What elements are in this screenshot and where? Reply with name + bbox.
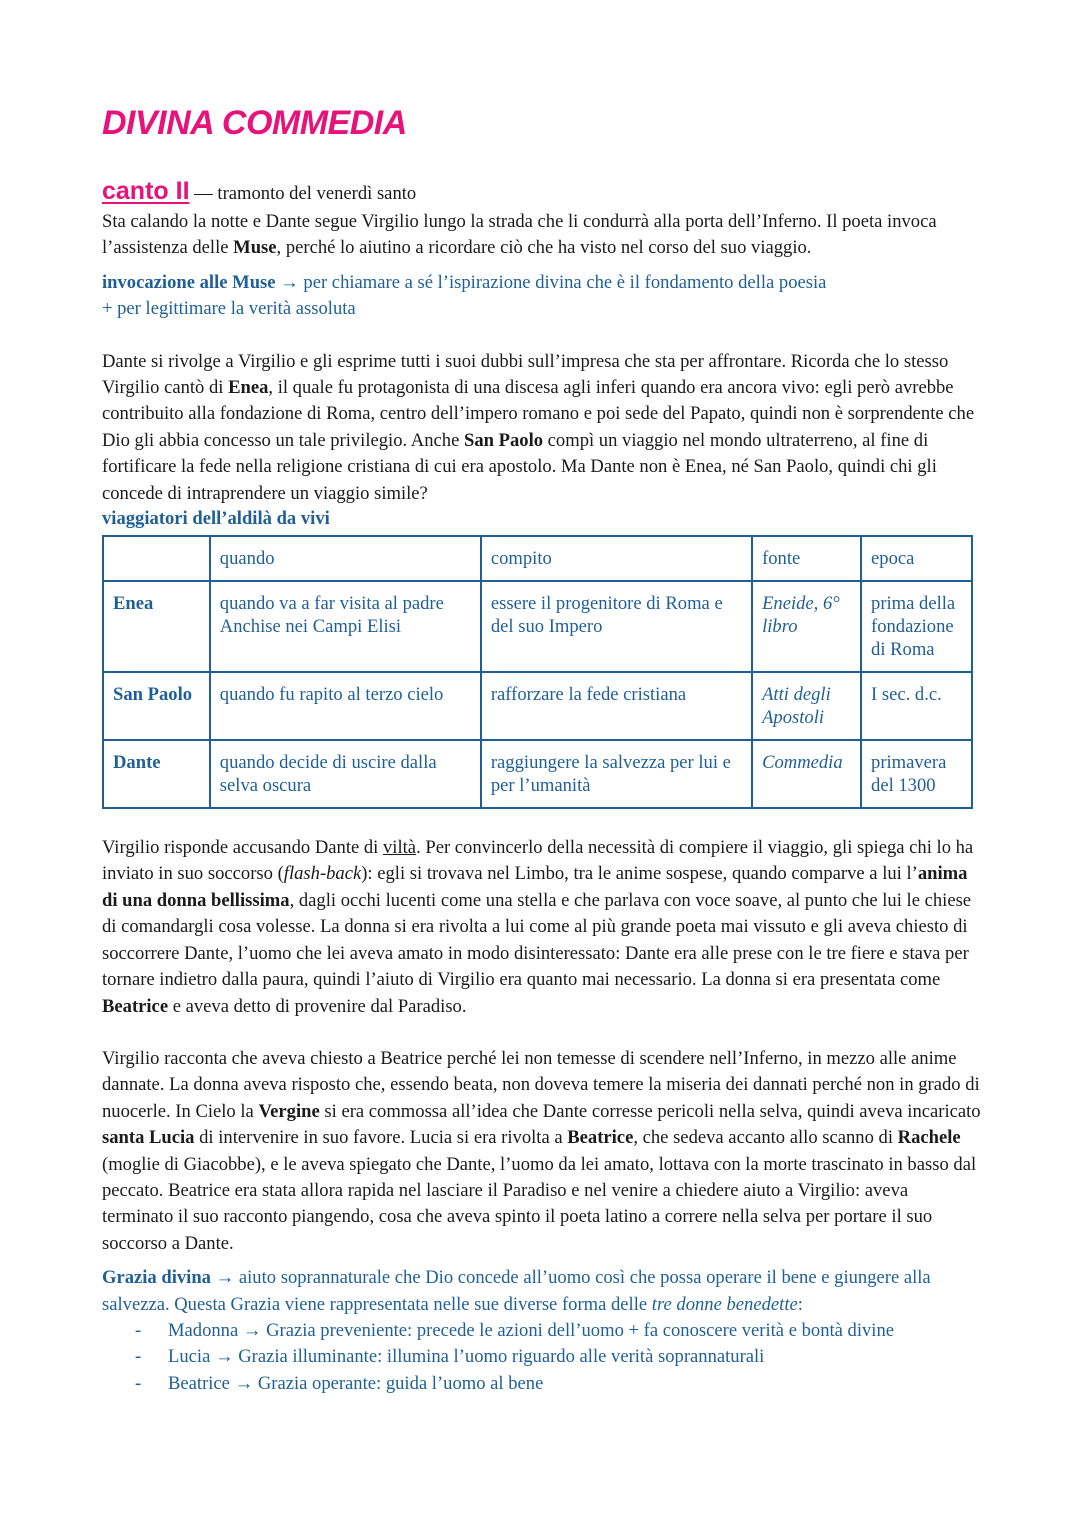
term-enea: Enea: [228, 377, 269, 399]
text: si era commossa all’idea che Dante corresse pericoli nella selva, quindi aveva incaricato: [319, 1100, 981, 1122]
text: di intervenire in suo favore. Lucia si era rivolta a: [194, 1127, 568, 1149]
note-grazia-term: Grazia divina: [102, 1267, 211, 1289]
note-invocation-line2: + per legittimare la verità assoluta: [102, 298, 356, 320]
table-row-label: Dante: [103, 740, 210, 808]
text: , che sedeva accanto allo scanno di: [633, 1127, 898, 1149]
text: compì un viaggio nel mondo ultraterreno, al fine di fortificare la fede nella religione cristiana di cui era apostolo. Ma Dante non è Enea, né San Paolo, quindi chi gli concede di intraprendere un viaggio simile?: [102, 429, 937, 504]
table-cell: I sec. d.c.: [861, 672, 972, 740]
term-beatrice: Beatrice: [102, 995, 169, 1017]
table-row: [103, 740, 972, 808]
canto-subtitle: — tramonto del venerdì santo: [189, 183, 417, 204]
paragraph-beatrice-story: [102, 1046, 982, 1257]
document-body: [102, 176, 982, 1397]
text: ): egli si trovava nel Limbo, tra le anime sospese, quando comparve a lui l’: [361, 863, 918, 885]
note-invocation: [102, 270, 982, 323]
term-muse: Muse: [233, 237, 277, 259]
travelers-table: [102, 535, 973, 809]
canto-heading: [102, 176, 982, 209]
table-header-cell: quando: [210, 536, 481, 581]
list-item: [102, 1371, 982, 1397]
text: , dagli occhi lucenti come una stella e che parlava con voce soave, al punto che lui le chiese di comandargli cosa volesse. La donna si era rivolta a lui come al più grande poeta mai vissuto e gli aveva chiesto di soccorrere Dante, l’uomo che lei aveva amato in modo disinteressato: Dante era alle prese con le tre fiere e stava per tornare indietro dalla paura, quindi l’aiuto di Virgilio era quanto mai necessario. La donna si era presentata come: [102, 889, 972, 991]
table-header-cell: compito: [481, 536, 752, 581]
note-grazia: [102, 1265, 982, 1318]
text: . Per convincerlo della necessità di compiere il viaggio, gli spiega chi lo ha inviato in suo soccorso (: [102, 837, 974, 885]
table-cell: Eneide, 6° libro: [752, 581, 861, 672]
text: :: [797, 1293, 803, 1315]
table-cell: primavera del 1300: [861, 740, 972, 808]
term-san-paolo: San Paolo: [463, 429, 544, 451]
table-cell: quando va a far visita al padre Anchise nei Campi Elisi: [210, 581, 481, 672]
paragraph-virgil-reply: [102, 835, 982, 1020]
paragraph-intro: [102, 209, 982, 262]
list-item: [102, 1318, 982, 1344]
table-row: [103, 581, 972, 672]
grazia-list: [102, 1318, 982, 1397]
table-row: [103, 672, 972, 740]
table-cell: Atti degli Apostoli: [752, 672, 861, 740]
canto-title: canto II: [102, 177, 190, 205]
table-header-cell: fonte: [752, 536, 861, 581]
note-invocation-term: invocazione alle Muse: [102, 271, 276, 293]
table-header-cell: epoca: [861, 536, 972, 581]
term-beatrice: Beatrice: [567, 1127, 634, 1149]
dash-bullet: -: [135, 1319, 142, 1341]
table-cell: essere il progenitore di Roma e del suo Impero: [481, 581, 752, 672]
table-cell: rafforzare la fede cristiana: [481, 672, 752, 740]
list-item-text: Beatrice → Grazia operante: guida l’uomo al bene: [168, 1372, 544, 1394]
list-item-text: Lucia → Grazia illuminante: illumina l’uomo riguardo alle verità soprannaturali: [168, 1346, 765, 1368]
table-row-label: Enea: [103, 581, 210, 672]
table-cell: raggiungere la salvezza per lui e per l’umanità: [481, 740, 752, 808]
term-flash-back: flash-back: [283, 863, 362, 885]
term-santa-lucia: santa Lucia: [102, 1127, 195, 1149]
term-anima-donna: anima di una donna bellissima: [102, 863, 968, 911]
text: e aveva detto di provenire dal Paradiso.: [168, 995, 467, 1017]
text: → aiuto soprannaturale che Dio concede all’uomo così che possa operare il bene e giungere alla salvezza. Questa Grazia viene rappresentata nelle sue diverse forma delle: [102, 1267, 931, 1315]
table-cell: quando fu rapito al terzo cielo: [210, 672, 481, 740]
table-cell: prima della fondazione di Roma: [861, 581, 972, 672]
text: (moglie di Giacobbe), e le aveva spiegato che Dante, l’uomo da lei amato, lottava con la morte trascinato in basso dal peccato. Beatrice era stata allora rapida nel lasciare il Paradiso e nel venire a chiedere aiuto a Virgilio: aveva terminato il suo racconto piangendo, cosa che aveva spinto il poeta latino a correre nella selva per portare il suo soccorso a Dante.: [102, 1153, 977, 1254]
term-tre-donne: tre donne benedette: [651, 1293, 798, 1315]
dash-bullet: -: [135, 1372, 142, 1394]
term-vilta: viltà: [383, 837, 417, 859]
text: , perché lo aiutino a ricordare ciò che ha visto nel corso del suo viaggio.: [276, 237, 812, 259]
table-title: viaggiatori dell’aldilà da vivi: [102, 508, 330, 530]
term-vergine: Vergine: [258, 1100, 320, 1122]
document-title: DIVINA COMMEDIA: [102, 104, 407, 142]
list-item: [102, 1344, 982, 1370]
note-invocation-line1: → per chiamare a sé l’ispirazione divina che è il fondamento della poesia: [275, 271, 827, 293]
text: Virgilio risponde accusando Dante di: [102, 837, 383, 859]
table-header-row: [103, 536, 972, 581]
list-item-text: Madonna → Grazia preveniente: precede le azioni dell’uomo + fa conoscere verità e bontà divine: [168, 1319, 895, 1341]
table-cell: Commedia: [752, 740, 861, 808]
table-header-cell: [103, 536, 210, 581]
paragraph-doubts: [102, 349, 982, 507]
text: Sta calando la notte e Dante segue Virgilio lungo la strada che li condurrà alla porta dell’Inferno. Il poeta invoca l’assistenza delle: [102, 211, 937, 259]
table-cell: quando decide di uscire dalla selva oscura: [210, 740, 481, 808]
dash-bullet: -: [135, 1346, 142, 1368]
text: Dante si rivolge a Virgilio e gli esprime tutti i suoi dubbi sull’impresa che sta per affrontare. Ricorda che lo stesso Virgilio cantò di: [102, 350, 949, 399]
term-rachele: Rachele: [897, 1127, 961, 1149]
text: Virgilio racconta che aveva chiesto a Beatrice perché lei non temesse di scendere nell’Inferno, in mezzo alle anime dannate. La donna aveva risposto che, essendo beata, non doveva temere la miseria dei dannati perché non in grado di nuocerle. In Cielo la: [102, 1047, 980, 1122]
text: , il quale fu protagonista di una discesa agli inferi quando era ancora vivo: egli però avrebbe contribuito alla fondazione di Roma, centro dell’impero romano e poi sede del Papato, quindi non è sorprendente che Dio gli abbia concesso un tale privilegio. Anche: [102, 377, 975, 451]
table-row-label: San Paolo: [103, 672, 210, 740]
